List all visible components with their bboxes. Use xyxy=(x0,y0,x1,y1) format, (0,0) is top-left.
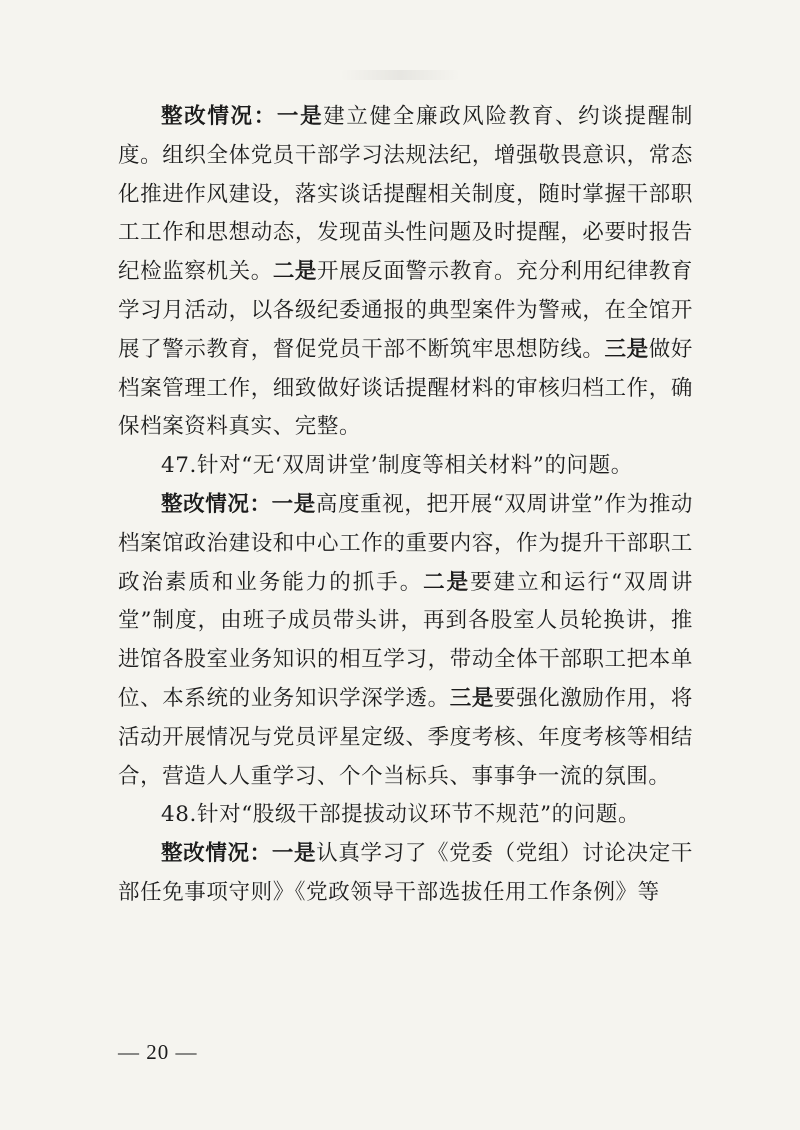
point-marker: 三是 xyxy=(449,685,494,711)
rectification-label: 整改情况： xyxy=(161,841,272,867)
point-text: 做好档案管理工作，细致做好谈话提醒材料的审核归档工作，确保档案资料真实、完整。 xyxy=(118,336,693,440)
rectification-paragraph xyxy=(118,98,693,447)
point-marker: 一是 xyxy=(276,104,324,129)
point-text: 认真学习了《党委（党组）讨论决定干部任免事项守则》《党政领导干部选拔任用工作条例》等 xyxy=(118,841,693,905)
point-marker: 一是 xyxy=(271,491,316,517)
rectification-label: 整改情况： xyxy=(161,104,277,129)
issue-heading-text: 48.针对“股级干部提拔动议环节不规范”的问题。 xyxy=(161,802,641,828)
point-marker: 一是 xyxy=(271,841,317,867)
point-marker: 二是 xyxy=(272,259,318,285)
point-text: 高度重视，把开展“双周讲堂”作为推动档案馆政治建设和中心工作的重要内容，作为提升干部职工政治素质和业务能力的抓手。 xyxy=(118,491,693,595)
issue-heading-text: 47.针对“无‘双周讲堂’制度等相关材料”的问题。 xyxy=(161,453,633,479)
issue-heading xyxy=(118,447,693,486)
rectification-paragraph xyxy=(118,486,693,796)
point-text: 开展反面警示教育。充分利用纪律教育学习月活动，以各级纪委通报的典型案件为警戒，在全馆开展了警示教育，督促党员干部不断筑牢思想防线。 xyxy=(118,259,693,362)
scan-mark xyxy=(340,70,460,80)
point-text: 要建立和运行“双周讲堂”制度，由班子成员带头讲，再到各股室人员轮换讲，推进馆各股室业务知识的相互学习，带动全体干部职工把本单位、本系统的业务知识学深学透。 xyxy=(118,569,693,711)
point-text: 建立健全廉政风险教育、约谈提醒制度。组织全体党员干部学习法规法纪，增强敬畏意识，常态化推进作风建设，落实谈话提醒相关制度，随时掌握干部职工工作和思想动态，发现苗头性问题及时提醒，必要时报告纪检监察机关。 xyxy=(118,104,693,285)
rectification-label: 整改情况： xyxy=(161,491,272,517)
issue-heading xyxy=(118,796,693,835)
rectification-paragraph xyxy=(118,835,693,913)
page-number: — 20 — xyxy=(118,1040,198,1064)
point-text: 要强化激励作用，将活动开展情况与党员评星定级、季度考核、年度考核等相结合，营造人人重学习、个个当标兵、事事争一流的氛围。 xyxy=(118,685,693,789)
point-marker: 三是 xyxy=(604,336,649,362)
point-marker: 二是 xyxy=(423,569,471,595)
document-body xyxy=(118,98,693,913)
